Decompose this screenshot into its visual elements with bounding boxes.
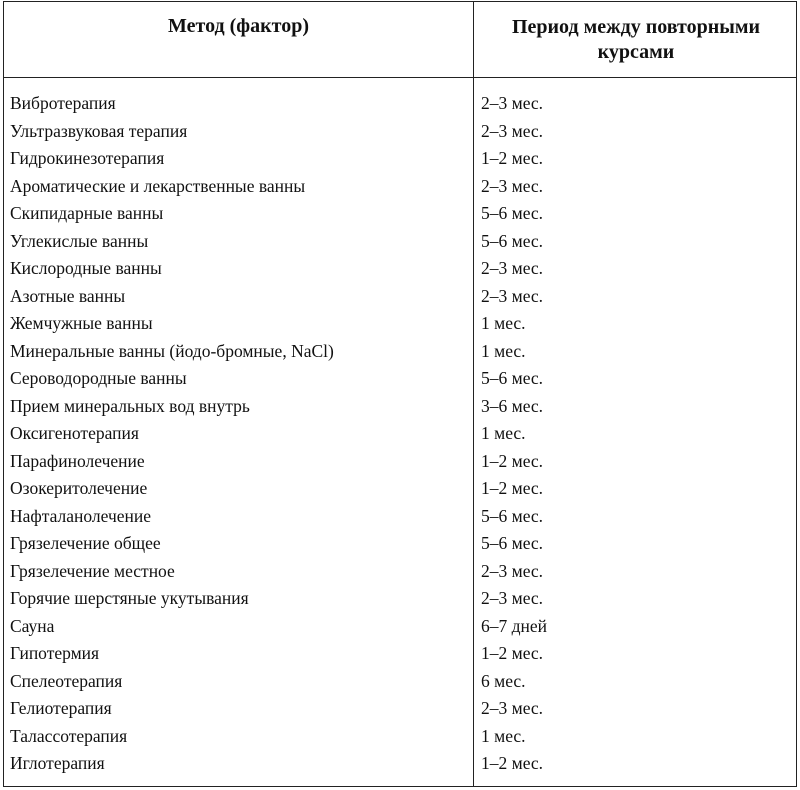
table-row [4, 750, 796, 778]
method-cell: Углекислые ванны [10, 230, 149, 251]
table-row [4, 145, 796, 173]
method-cell: Кислородные ванны [10, 258, 162, 278]
period-cell: 2–3 мес. [481, 258, 544, 278]
table-row [4, 448, 796, 476]
method-cell: Скипидарные ванны [10, 203, 164, 223]
period-cell: 1–2 мес. [481, 478, 544, 498]
table-row [4, 585, 796, 613]
period-cell: 1–2 мес. [481, 643, 544, 663]
period-cell: 1 мес. [481, 313, 526, 333]
header-period-line1: Период между повторными [511, 16, 761, 38]
header-period [474, 2, 798, 77]
period-cell: 1–2 мес. [481, 148, 544, 168]
table-row [4, 173, 796, 201]
table-row [4, 118, 796, 146]
table-row [4, 475, 796, 503]
method-cell: Озокеритолечение [10, 478, 148, 498]
method-cell: Талассотерапия [10, 725, 128, 746]
method-cell: Азотные ванны [10, 285, 126, 306]
method-cell: Сероводородные ванны [10, 368, 187, 388]
period-cell: 2–3 мес. [481, 698, 544, 718]
table-row [4, 200, 796, 228]
period-cell: 5–6 мес. [481, 230, 544, 251]
table-row [4, 503, 796, 531]
table-row [4, 558, 796, 586]
method-cell: Ароматические и лекарственные ванны [10, 175, 306, 196]
method-cell: Грязелечение общее [10, 533, 161, 553]
period-cell: 5–6 мес. [481, 203, 544, 223]
period-cell: 2–3 мес. [481, 120, 544, 141]
header-divider [4, 77, 796, 78]
period-cell: 1–2 мес. [481, 753, 544, 773]
period-cell: 2–3 мес. [481, 588, 544, 608]
period-cell: 2–3 мес. [481, 560, 544, 581]
table-row [4, 310, 796, 338]
header-method-label: Метод (фактор) [168, 15, 309, 37]
therapy-table [3, 1, 797, 787]
period-cell: 1 мес. [481, 725, 526, 746]
table-row [4, 420, 796, 448]
period-cell: 2–3 мес. [481, 175, 544, 196]
method-cell: Гипотермия [10, 643, 100, 663]
period-cell: 2–3 мес. [481, 93, 544, 113]
header-method [4, 2, 473, 77]
period-cell: 3–6 мес. [481, 395, 544, 416]
period-cell: 1–2 мес. [481, 450, 544, 471]
header-period-line2: курсами [597, 41, 675, 63]
period-cell: 6–7 дней [481, 615, 548, 636]
method-cell: Нафталанолечение [10, 505, 152, 526]
table-row [4, 695, 796, 723]
method-cell: Гелиотерапия [10, 698, 112, 718]
method-cell: Ультразвуковая терапия [10, 120, 188, 141]
period-cell: 5–6 мес. [481, 368, 544, 388]
table-row [4, 90, 796, 118]
method-cell: Иглотерапия [10, 753, 105, 773]
period-cell: 5–6 мес. [481, 505, 544, 526]
period-cell: 1 мес. [481, 340, 526, 361]
period-cell: 2–3 мес. [481, 285, 544, 306]
method-cell: Вибротерапия [10, 93, 116, 113]
method-cell: Прием минеральных вод внутрь [10, 395, 250, 416]
table-row [4, 640, 796, 668]
method-cell: Парафинолечение [10, 450, 145, 471]
method-cell: Грязелечение местное [10, 560, 175, 581]
method-cell: Горячие шерстяные укутывания [10, 588, 249, 608]
method-cell: Жемчужные ванны [10, 313, 153, 333]
table-body [4, 90, 796, 778]
table-row [4, 228, 796, 256]
table-row [4, 723, 796, 751]
table-row [4, 365, 796, 393]
method-cell: Оксигенотерапия [10, 423, 139, 443]
table-row [4, 338, 796, 366]
method-cell: Минеральные ванны (йодо-бромные, NaCl) [10, 340, 334, 361]
method-cell: Гидрокинезотерапия [10, 148, 165, 168]
method-cell: Сауна [10, 615, 55, 636]
table-row [4, 668, 796, 696]
period-cell: 5–6 мес. [481, 533, 544, 553]
table-row [4, 613, 796, 641]
method-cell: Спелеотерапия [10, 670, 123, 691]
period-cell: 1 мес. [481, 423, 526, 443]
table-row [4, 393, 796, 421]
period-cell: 6 мес. [481, 670, 526, 691]
table-row [4, 255, 796, 283]
table-row [4, 283, 796, 311]
table-row [4, 530, 796, 558]
